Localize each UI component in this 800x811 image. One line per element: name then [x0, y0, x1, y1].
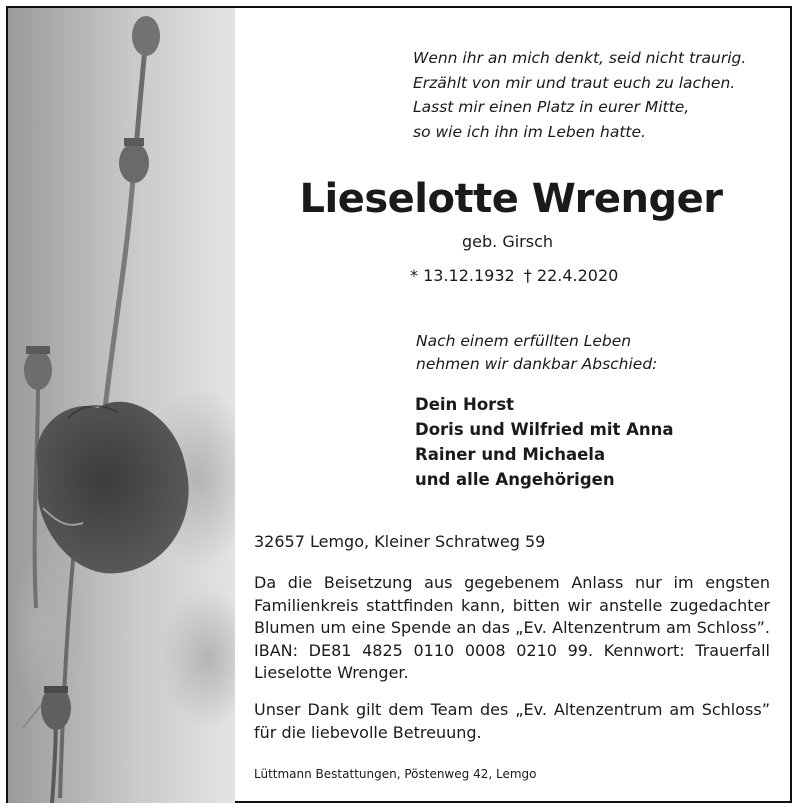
poppy-photo [8, 8, 235, 803]
mourner: Doris und Wilfried mit Anna [415, 420, 674, 439]
poem-line: Wenn ihr an mich denkt, seid nicht traurig. [413, 49, 747, 67]
poem [413, 46, 773, 144]
mourner: Rainer und Michaela [415, 445, 606, 464]
poem-line: so wie ich ihn im Leben hatte. [413, 122, 646, 141]
birth-date: * 13.12.1932 [410, 266, 515, 285]
mourners-list [415, 392, 674, 492]
funeral-home-footer: Lüttmann Bestattungen, Pöstenweg 42, Lemgo [254, 767, 537, 781]
poem-line: Erzählt von mir und traut euch zu lachen. [413, 73, 736, 92]
poem-line: Lasst mir einen Platz in eurer Mitte, [413, 98, 690, 116]
thanks-paragraph: Unser Dank gilt dem Team des „Ev. Altenzentrum am Schloss” für die liebevolle Betreuung. [254, 700, 770, 742]
farewell-line: Nach einem erfüllten Leben [416, 332, 632, 350]
mourner: und alle Angehörigen [415, 470, 615, 489]
farewell-text [416, 330, 657, 376]
donation-paragraph: Da die Beisetzung aus gegebenem Anlass nur im engsten Familienkreis stattfinden kann, bitten wir anstelle zugedachter Blumen um eine Spende an das „Ev. Altenzentrum am Schloss”. IBAN: DE81 4825 0110 0008 0210 99. Kennwort: Trauerfall Lieselotte Wrenger. [254, 573, 770, 682]
life-dates [410, 266, 622, 285]
mourner: Dein Horst [415, 395, 515, 414]
maiden-name: geb. Girsch [462, 232, 554, 251]
farewell-line: nehmen wir dankbar Abschied: [416, 355, 658, 373]
poppy-illustration [8, 8, 235, 803]
death-date: † 22.4.2020 [523, 266, 619, 285]
address: 32657 Lemgo, Kleiner Schratweg 59 [254, 532, 546, 551]
deceased-name: Lieselotte Wrenger [299, 176, 723, 222]
